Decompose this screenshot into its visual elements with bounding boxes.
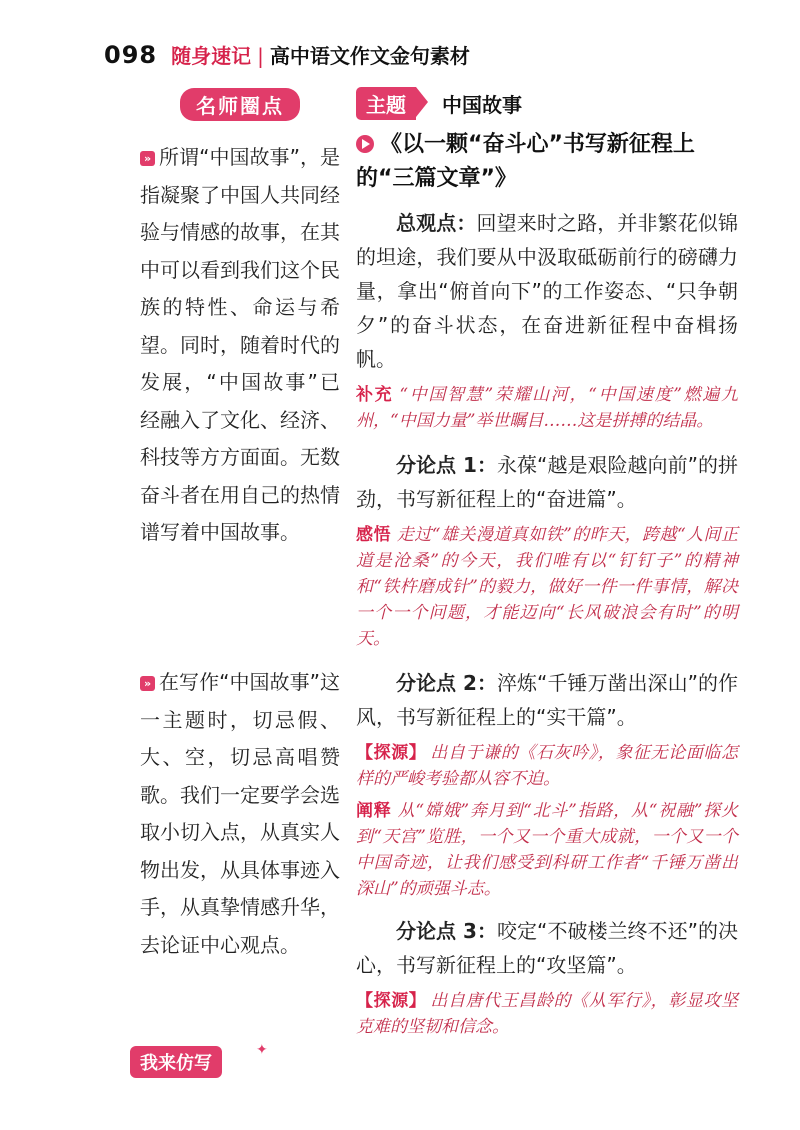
supplement-note [356,382,738,434]
header-separator: | [257,44,264,68]
explain-text: 从“嫦娥”奔月到“北斗”指路，从“祝融”探火到“天宫”览胜，一个又一个重大成就，一个又一个中国奇迹，让我们感受到科研工作者“千锤万凿出深山”的顽强斗志。 [356,801,738,899]
teacher-note-2 [140,664,340,964]
supplement-label: 补充 [356,385,394,405]
source2-label: 【探源】 [356,991,427,1011]
teacher-note-2-text: 在写作“中国故事”这一主题时，切忌假、大、空，切忌高唱赞歌。我们一定要学会选取小切入点，从真实人物出发，从具体事迹入手，从真挚情感升华，去论证中心观点。 [140,670,340,957]
material-column [356,88,738,1040]
insight-label: 感悟 [356,525,391,545]
imitate-label: 我来仿写 [130,1046,222,1078]
page-header [104,40,470,69]
teacher-note-1-text: 所谓“中国故事”，是指凝聚了中国人共同经验与情感的故事，在其中可以看到我们这个民族的特性、命运与希望。同时，随着时代的发展，“中国故事”已经融入了文化、经济、科技等方方面面。无数奋斗者在用自己的热情谱写着中国故事。 [140,145,340,544]
sparkle-icon: ✦ [256,1042,268,1058]
double-chevron-icon: » [140,676,155,691]
source1-text: 出自于谦的《石灰吟》，象征无论面临怎样的严峻考验都从容不迫。 [356,743,739,789]
explain-label: 阐释 [356,801,392,821]
overall-label: 总观点： [396,211,477,235]
explain-note [356,798,738,902]
point3-text: 咬定“不破楼兰终不还”的决心，书写新征程上的“攻坚篇”。 [356,919,738,977]
imitate-section [130,1042,268,1078]
teacher-notes-column [140,88,340,957]
point2-label: 分论点 2： [396,671,498,695]
topic-label: 中国故事 [442,92,522,117]
series-name: 随身速记 [171,44,252,68]
source-note-1 [356,740,738,792]
double-chevron-icon: » [140,151,155,166]
sub-point-2 [356,666,738,734]
teacher-notes-title: 名师圈点 [180,88,300,121]
page-number: 098 [104,41,158,69]
teacher-note-1 [140,139,340,552]
supplement-text: “中国智慧”荣耀山河，“中国速度”燃遍九州，“中国力量”举世瞩目……这是拼搏的结晶。 [356,385,739,431]
point1-label: 分论点 1： [396,453,498,477]
overall-viewpoint [356,206,738,376]
article-title [356,128,738,196]
sub-point-1 [356,448,738,516]
insight-note [356,522,738,652]
point1-text: 永葆“越是艰险越向前”的拼劲，书写新征程上的“奋进篇”。 [356,453,738,511]
point3-label: 分论点 3： [396,919,498,943]
play-icon [356,135,374,153]
source1-label: 【探源】 [356,743,427,763]
topic-tag: 主题 [356,87,416,120]
source2-text: 出自唐代王昌龄的《从军行》，彰显攻坚克难的坚韧和信念。 [356,991,739,1037]
point2-text: 淬炼“千锤万凿出深山”的作风，书写新征程上的“实干篇”。 [356,671,738,729]
insight-text: 走过“雄关漫道真如铁”的昨天，跨越“人间正道是沧桑”的今天，我们唯有以“钉钉子”的精神和“铁杵磨成针”的毅力，做好一件一件事情，解决一个一个问题，才能迈向“长风破浪会有时”的明天。 [356,525,738,649]
source-note-2 [356,988,738,1040]
topic-row [356,88,738,118]
book-title: 高中语文作文金句素材 [269,44,470,68]
sub-point-3 [356,914,738,982]
article-title-text: 《以一颗“奋斗心”书写新征程上的“三篇文章”》 [356,132,695,191]
overall-text: 回望来时之路，并非繁花似锦的坦途，我们要从中汲取砥砺前行的磅礴力量，拿出“俯首向下”的工作姿态、“只争朝夕”的奋斗状态，在奋进新征程中奋楫扬帆。 [356,211,738,371]
